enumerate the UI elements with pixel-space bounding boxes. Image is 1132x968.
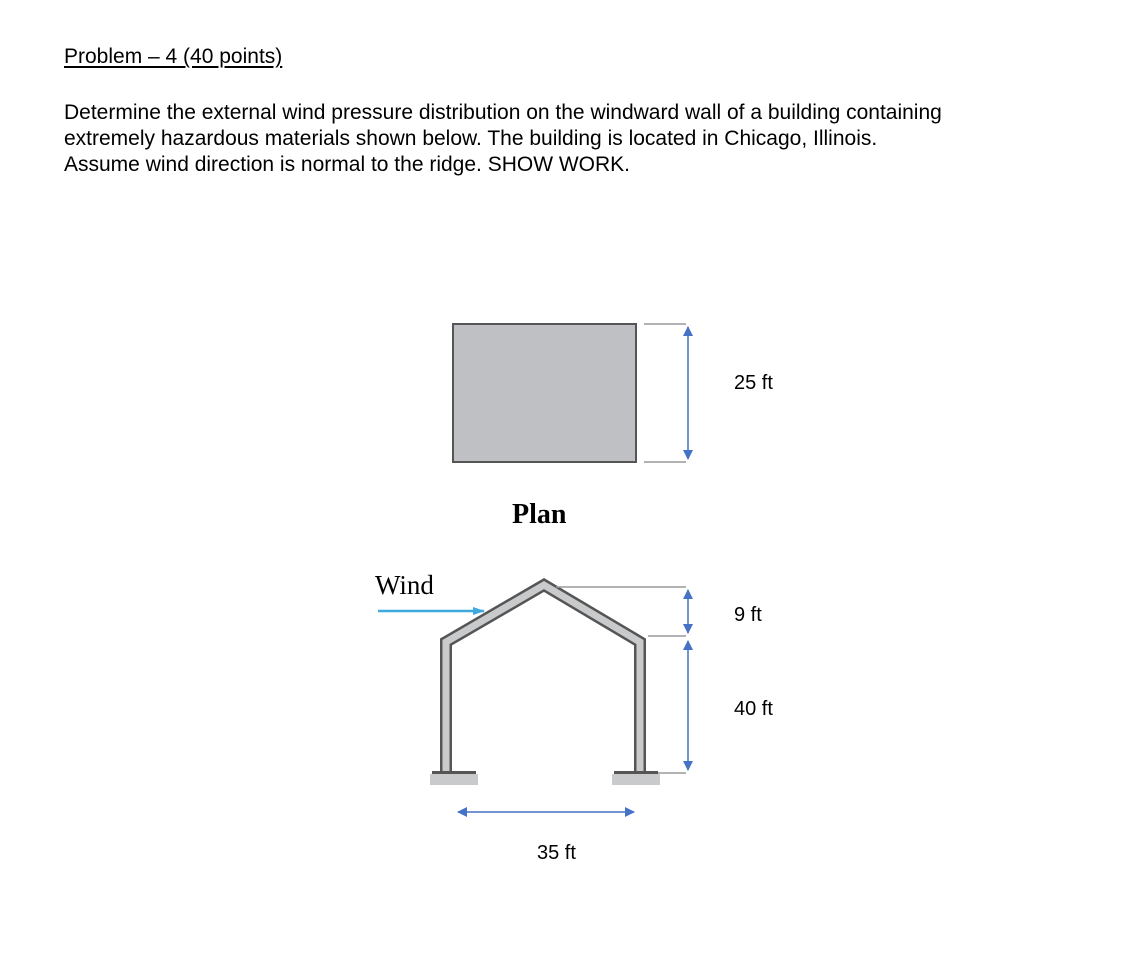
plan-depth-label: 25 ft (734, 372, 773, 394)
problem-line-3: Assume wind direction is normal to the ridge. SHOW WORK. (64, 153, 631, 176)
span-label: 35 ft (537, 842, 576, 864)
roof-rise-label: 9 ft (734, 604, 762, 626)
plan-rectangle (453, 324, 636, 462)
left-base-plate (432, 771, 476, 774)
frame-fill (446, 585, 640, 773)
right-base-plate (614, 771, 658, 774)
plan-label: Plan (512, 499, 567, 530)
problem-line-2: extremely hazardous materials shown below. The building is located in Chicago, Illinois. (64, 127, 878, 150)
wind-label: Wind (375, 570, 434, 600)
problem-heading: Problem – 4 (40 points) (64, 45, 283, 68)
right-ground (612, 774, 660, 785)
left-ground (430, 774, 478, 785)
frame-outline (446, 585, 640, 773)
problem-line-1: Determine the external wind pressure distribution on the windward wall of a building containing (64, 101, 942, 124)
wall-height-label: 40 ft (734, 698, 773, 720)
